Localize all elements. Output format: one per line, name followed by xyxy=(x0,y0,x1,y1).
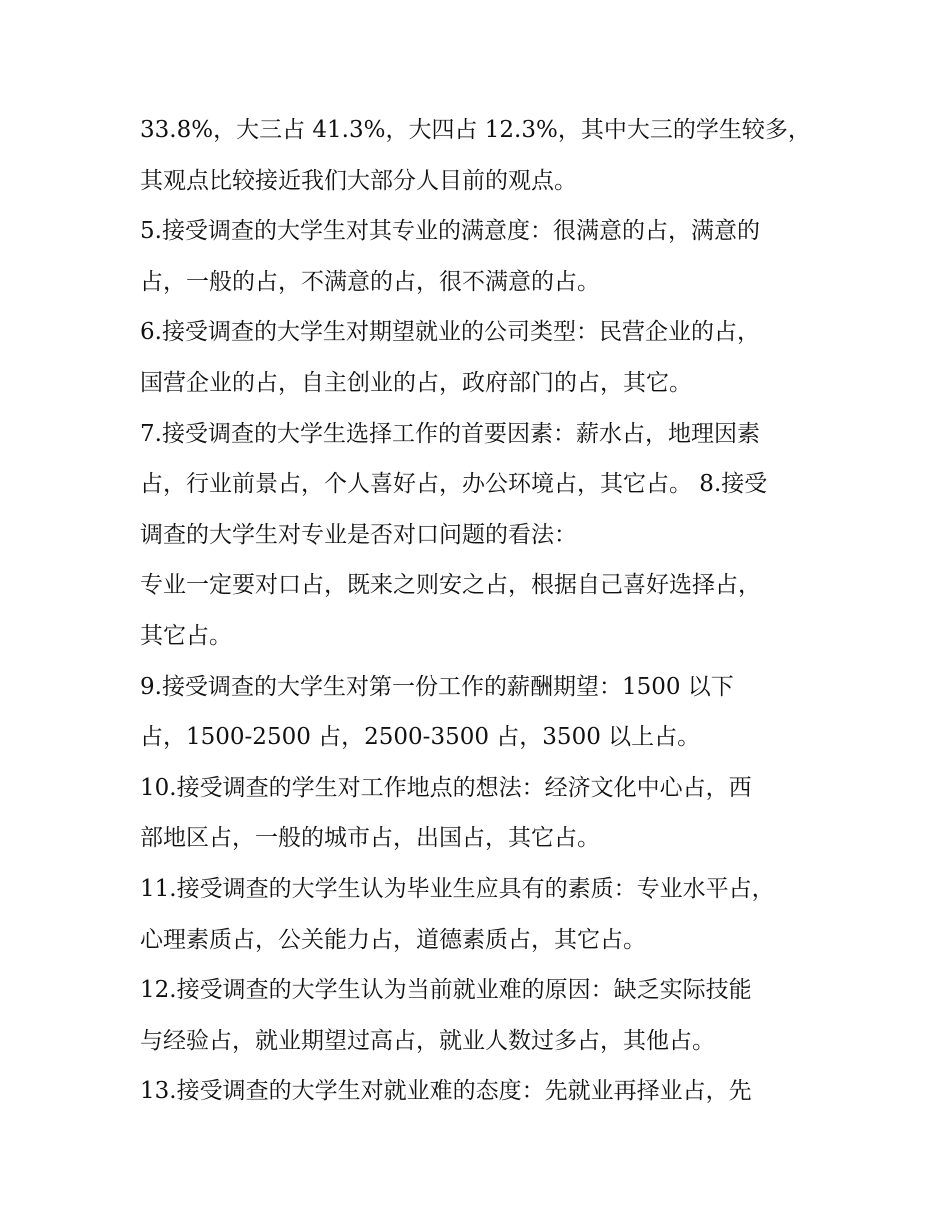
body-text xyxy=(140,105,820,1117)
text-line: 心理素质占，公关能力占，道德素质占，其它占。 xyxy=(140,926,646,953)
text-line: 国营企业的占，自主创业的占，政府部门的占，其它。 xyxy=(140,369,692,396)
text-line: 占，行业前景占，个人喜好占，办公环境占，其它占。 8.接受 xyxy=(140,471,768,498)
text-line: 占，1500-2500 占，2500-3500 占，3500 以上占。 xyxy=(140,724,701,751)
text-line: 其它占。 xyxy=(140,622,232,649)
text-line: 6.接受调查的大学生对期望就业的公司类型：民营企业的占， xyxy=(140,319,760,346)
text-line: 11.接受调查的大学生认为毕业生应具有的素质：专业水平占， xyxy=(140,875,775,902)
text-line: 12.接受调查的大学生认为当前就业难的原因：缺乏实际技能 xyxy=(140,977,752,1004)
text-line: 10.接受调查的学生对工作地点的想法：经济文化中心占，西 xyxy=(140,774,752,801)
text-line: 5.接受调查的大学生对其专业的满意度：很满意的占，满意的 xyxy=(140,218,760,245)
text-line: 其观点比较接近我们大部分人目前的观点。 xyxy=(140,167,577,194)
text-line: 9.接受调查的大学生对第一份工作的薪酬期望：1500 以下 xyxy=(140,673,734,700)
text-line: 占，一般的占，不满意的占，很不满意的占。 xyxy=(140,268,600,295)
text-line: 13.接受调查的大学生对就业难的态度：先就业再择业占，先 xyxy=(140,1078,752,1105)
text-line: 7.接受调查的大学生选择工作的首要因素：薪水占，地理因素 xyxy=(140,420,760,447)
text-line: 调查的大学生对专业是否对口问题的看法： xyxy=(140,521,577,548)
text-line: 部地区占，一般的城市占，出国占，其它占。 xyxy=(140,825,600,852)
text-line: 33.8%，大三占 41.3%，大四占 12.3%，其中大三的学生较多， xyxy=(140,117,811,143)
text-line: 与经验占，就业期望过高占，就业人数过多占，其他占。 xyxy=(140,1027,715,1054)
text-line: 专业一定要对口占，既来之则安之占，根据自己喜好选择占， xyxy=(140,572,761,599)
